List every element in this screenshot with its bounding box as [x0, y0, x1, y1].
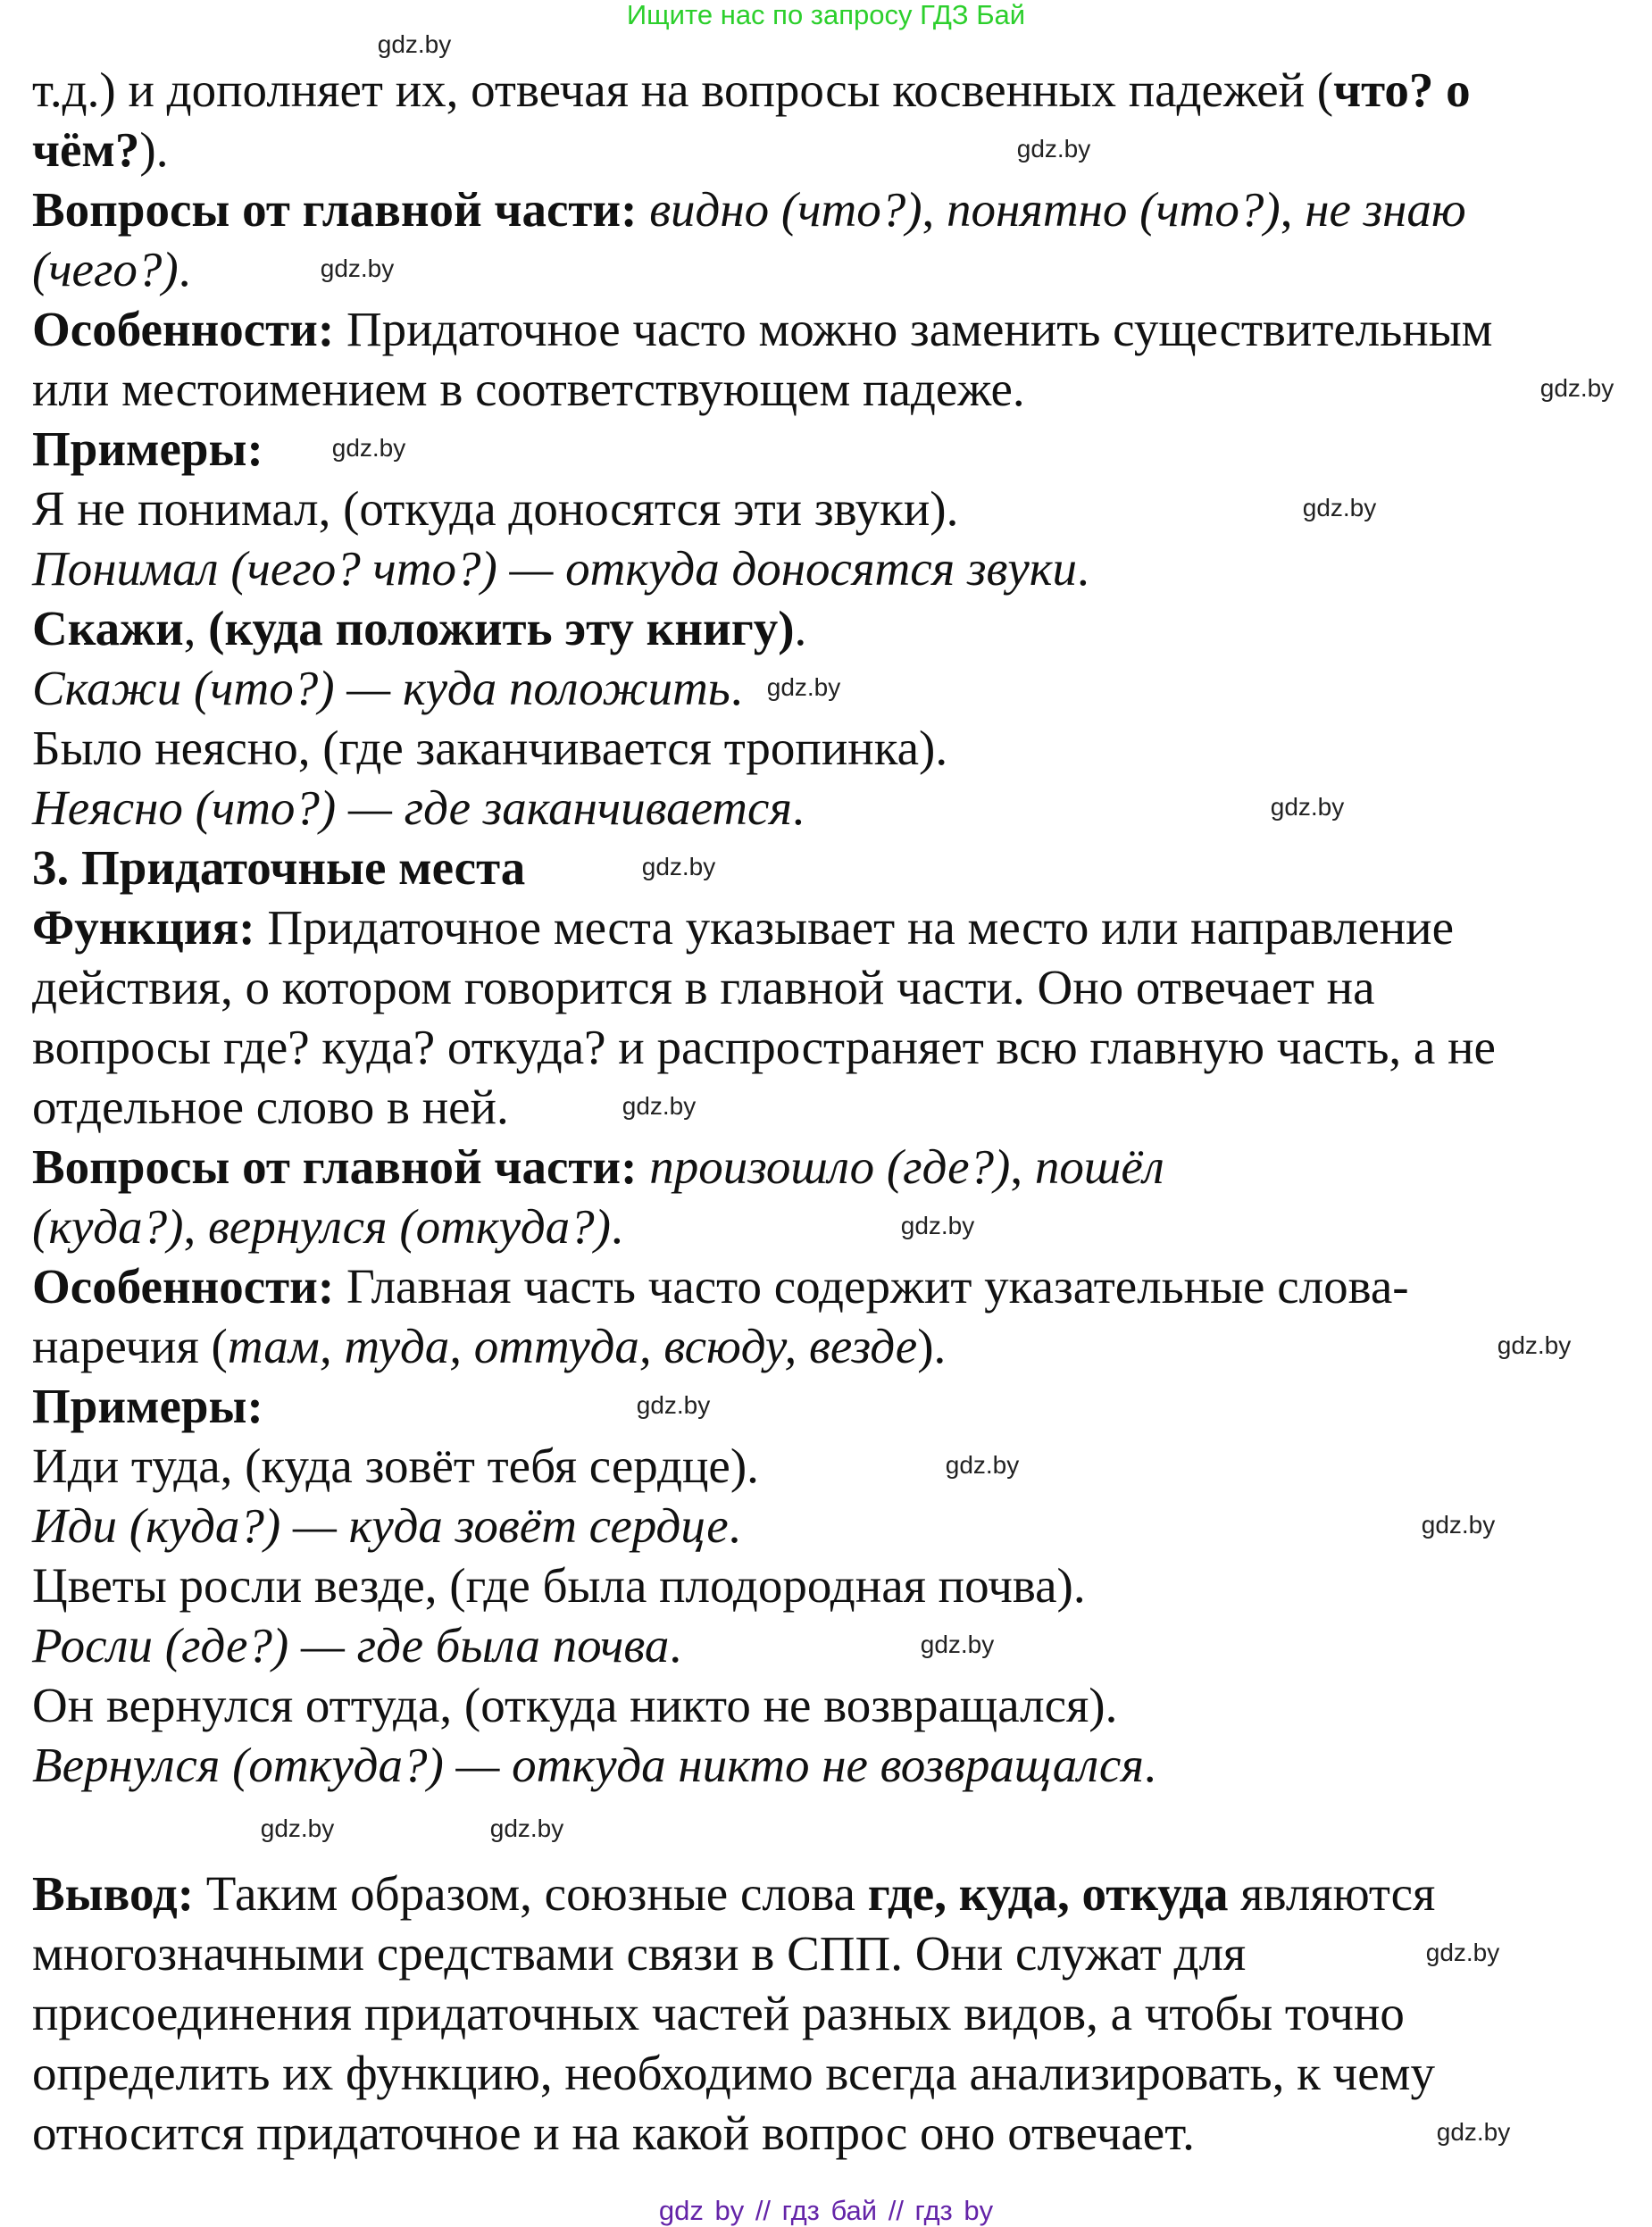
bold-text: Вопросы от главной части: — [32, 1139, 638, 1194]
text-line — [32, 658, 1496, 718]
text-span: . — [730, 661, 743, 715]
text-line — [32, 359, 1496, 419]
text-line — [32, 1017, 1496, 1077]
text-span: относится придаточное и на какой вопрос оно отвечает. — [32, 2106, 1195, 2160]
text-span: . — [1076, 541, 1089, 596]
italic-text: Росли (где?) — где была почва — [32, 1618, 670, 1672]
text-span: . — [178, 242, 191, 296]
text-line — [32, 1256, 1496, 1316]
bold-text: Особенности: — [32, 302, 335, 356]
bold-text: что? о — [1333, 63, 1471, 117]
text-span: многозначными средствами связи в СПП. Они служат для — [32, 1926, 1247, 1981]
italic-text: пошёл — [1034, 1139, 1164, 1194]
watermark: gdz.by — [377, 30, 452, 58]
text-line — [32, 239, 1496, 299]
text-span: ). — [139, 122, 169, 177]
text-span: . — [791, 780, 805, 835]
text-span: Цветы росли везде, (где была плодородная почва). — [32, 1558, 1086, 1613]
conclusion-line — [32, 1864, 1435, 1923]
text-span: , — [1010, 1139, 1035, 1194]
text-span: . — [1143, 1738, 1156, 1792]
text-line — [32, 1675, 1496, 1735]
text-line — [32, 718, 1496, 778]
text-line — [32, 479, 1496, 538]
text-span: ). — [917, 1319, 947, 1373]
text-line — [32, 1197, 1496, 1256]
italic-text: вернулся (откуда?) — [207, 1199, 611, 1254]
footer-links: gdz by // гдз бай // гдз by — [658, 2195, 994, 2226]
text-line — [32, 120, 1496, 179]
bold-text: чём? — [32, 122, 140, 177]
conclusion-line — [32, 1923, 1435, 1983]
text-span — [637, 182, 649, 237]
text-line — [32, 1436, 1496, 1496]
text-line — [32, 179, 1496, 239]
watermark: gdz.by — [1270, 793, 1345, 821]
watermark: gdz.by — [260, 1814, 335, 1842]
text-span: или местоимением в соответствующем падеже. — [32, 362, 1025, 416]
bold-text: Функция: — [32, 900, 255, 955]
text-line — [32, 1316, 1496, 1376]
italic-text: (чего?) — [32, 242, 179, 296]
italic-text: понятно (что?) — [947, 182, 1281, 237]
bold-text: Примеры: — [32, 421, 263, 476]
watermark: gdz.by — [636, 1391, 711, 1419]
watermark: gdz.by — [489, 1814, 564, 1842]
text-line — [32, 538, 1496, 598]
watermark: gdz.by — [920, 1631, 995, 1658]
italic-text: Понимал (чего? что?) — откуда доносятся звуки — [32, 541, 1077, 596]
text-span: Иди туда, (куда зовёт тебя сердце). — [32, 1439, 759, 1493]
text-span: Я не понимал, (откуда доносятся эти звуки). — [32, 481, 959, 536]
bold-text: 3. Придаточные места — [32, 840, 526, 895]
watermark: gdz.by — [1539, 374, 1614, 402]
text-span: являются — [1228, 1866, 1436, 1921]
text-line — [32, 897, 1496, 957]
conclusion-text — [32, 1864, 1435, 2163]
text-line — [32, 1496, 1496, 1556]
text-span: . — [728, 1498, 741, 1553]
text-span: определить их функцию, необходимо всегда анализировать, к чему — [32, 2046, 1435, 2100]
watermark: gdz.by — [1302, 494, 1377, 521]
watermark: gdz.by — [1497, 1331, 1572, 1359]
main-text — [32, 60, 1496, 1795]
watermark: gdz.by — [622, 1092, 697, 1120]
text-span: Придаточное места указывает на место или направление — [254, 900, 1455, 955]
italic-text: Иди (куда?) — куда зовёт сердце — [32, 1498, 729, 1553]
text-span: вопросы где? куда? откуда? и распространяет всю главную часть, а не — [32, 1020, 1496, 1074]
text-line — [32, 1137, 1496, 1197]
italic-text: произошло (где?) — [649, 1139, 1011, 1194]
bold-text: Вывод: — [32, 1866, 195, 1921]
watermark: gdz.by — [320, 254, 395, 282]
text-span: , — [922, 182, 947, 237]
italic-text: Вернулся (откуда?) — откуда никто не возвращался — [32, 1738, 1144, 1792]
watermark: gdz.by — [1425, 1939, 1500, 1966]
text-span — [637, 1139, 649, 1194]
text-span: наречия ( — [32, 1319, 228, 1373]
watermark: gdz.by — [331, 434, 406, 462]
italic-text: там, туда, оттуда, всюду, везде — [227, 1319, 918, 1373]
italic-text: не знаю — [1305, 182, 1466, 237]
conclusion-line — [32, 2043, 1435, 2103]
search-banner: Ищите нас по запросу ГДЗ Бай — [626, 0, 1026, 30]
watermark: gdz.by — [1421, 1511, 1496, 1539]
conclusion-line — [32, 2103, 1435, 2163]
text-line — [32, 60, 1496, 120]
bold-text: Вопросы от главной части: — [32, 182, 638, 237]
text-span: Придаточное часто можно заменить существительным — [334, 302, 1493, 356]
text-span: т.д.) и дополняет их, отвечая на вопросы косвенных падежей ( — [32, 63, 1334, 117]
bold-text: Скажи — [32, 601, 184, 655]
text-span: Он вернулся оттуда, (откуда никто не возвращался). — [32, 1678, 1118, 1732]
text-span: Было неясно, (где заканчивается тропинка). — [32, 721, 948, 775]
watermark: gdz.by — [1436, 2118, 1511, 2146]
italic-text: Неясно (что?) — где заканчивается — [32, 780, 792, 835]
text-line — [32, 1077, 1496, 1137]
text-line — [32, 838, 1496, 897]
bold-text: где, куда, откуда — [867, 1866, 1229, 1921]
bold-text: Примеры: — [32, 1379, 263, 1433]
text-span: Главная часть часто содержит указательные слова- — [334, 1259, 1409, 1314]
text-span: , — [1280, 182, 1306, 237]
text-line — [32, 419, 1496, 479]
text-line — [32, 1376, 1496, 1436]
text-span: Таким образом, союзные слова — [194, 1866, 868, 1921]
text-span: отдельное слово в ней. — [32, 1080, 509, 1134]
italic-text: видно (что?) — [649, 182, 922, 237]
text-line — [32, 1556, 1496, 1615]
watermark: gdz.by — [1016, 135, 1091, 163]
text-span: присоединения придаточных частей разных видов, а чтобы точно — [32, 1986, 1405, 2040]
text-line — [32, 957, 1496, 1017]
bold-text: Особенности: — [32, 1259, 335, 1314]
watermark: gdz.by — [945, 1451, 1020, 1479]
text-span: , — [183, 601, 209, 655]
text-span: действия, о котором говорится в главной части. Оно отвечает на — [32, 960, 1375, 1014]
watermark: gdz.by — [900, 1212, 975, 1239]
watermark: gdz.by — [641, 853, 716, 880]
text-line — [32, 1615, 1496, 1675]
text-line — [32, 1735, 1496, 1795]
text-span: . — [669, 1618, 682, 1672]
text-span: . — [794, 601, 807, 655]
text-span: . — [610, 1199, 623, 1254]
text-line — [32, 299, 1496, 359]
watermark: gdz.by — [766, 673, 841, 701]
text-line — [32, 598, 1496, 658]
text-span: , — [183, 1199, 208, 1254]
italic-text: Скажи (что?) — куда положить — [32, 661, 730, 715]
conclusion-line — [32, 1983, 1435, 2043]
italic-text: (куда?) — [32, 1199, 184, 1254]
bold-text: (куда положить эту книгу) — [208, 601, 795, 655]
